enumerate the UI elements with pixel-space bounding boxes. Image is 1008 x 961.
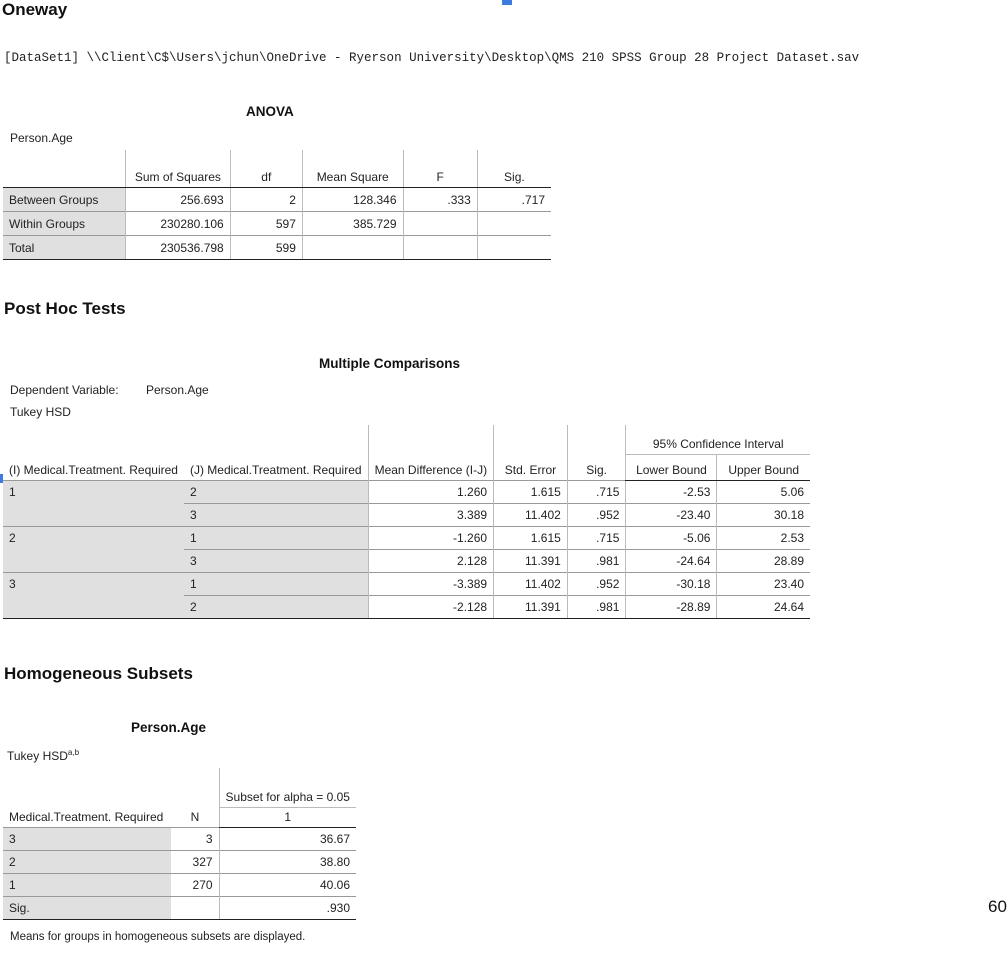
homogeneous-heading: Homogeneous Subsets <box>4 664 193 683</box>
hs-header-subset: Subset for alpha = 0.05 <box>219 768 356 808</box>
anova-cell-ss: 230536.798 <box>126 236 231 260</box>
mc-cell-diff: -1.260 <box>368 527 493 550</box>
posthoc-method: Tukey HSD <box>10 405 71 419</box>
anova-cell-df: 2 <box>230 188 302 212</box>
homogeneous-method-sup: a,b <box>67 748 80 757</box>
hs-cell-value: 38.80 <box>219 851 356 874</box>
mc-header-j: (J) Medical.Treatment. Required <box>189 463 362 477</box>
dependent-variable-label: Dependent Variable: <box>10 383 119 397</box>
mc-cell-i <box>3 504 184 527</box>
mc-cell-se: 11.402 <box>494 504 568 527</box>
mc-cell-sig: .981 <box>567 550 626 573</box>
table-row <box>3 188 551 212</box>
anova-title: ANOVA <box>246 104 294 119</box>
mc-cell-se: 1.615 <box>494 527 568 550</box>
table-row <box>3 236 551 260</box>
anova-cell-ss: 230280.106 <box>126 212 231 236</box>
hs-cell-value: 36.67 <box>219 828 356 851</box>
mc-cell-upper: 23.40 <box>717 573 810 596</box>
table-row <box>3 851 356 874</box>
anova-header-ms: Mean Square <box>302 150 403 188</box>
mc-cell-i <box>3 550 184 573</box>
mc-cell-upper: 2.53 <box>717 527 810 550</box>
mc-header-se: Std. Error <box>494 425 568 481</box>
anova-table <box>3 150 551 260</box>
table-row <box>3 504 810 527</box>
hs-header-group: Medical.Treatment. Required <box>9 810 164 824</box>
homogeneous-method <box>7 748 79 763</box>
homogeneous-table <box>3 768 356 920</box>
table-row <box>3 550 810 573</box>
anova-cell-sig <box>477 212 551 236</box>
mc-cell-i: 1 <box>3 481 184 504</box>
mc-cell-se: 11.402 <box>494 573 568 596</box>
table-row <box>3 212 551 236</box>
hs-cell-n: 3 <box>171 828 219 851</box>
table-row <box>3 527 810 550</box>
hs-cell-group: 1 <box>3 874 171 897</box>
mc-cell-i <box>3 596 184 619</box>
mc-cell-j: 2 <box>184 596 368 619</box>
anova-corner <box>3 150 126 188</box>
selection-marker-icon <box>502 0 512 5</box>
page-number: 60 <box>988 897 1007 916</box>
mc-cell-sig: .952 <box>567 573 626 596</box>
homogeneous-title: Person.Age <box>131 720 207 735</box>
anova-header-df: df <box>230 150 302 188</box>
hs-cell-value: 40.06 <box>219 874 356 897</box>
table-row <box>3 596 810 619</box>
anova-row-label: Total <box>3 236 126 260</box>
hs-cell-n: 270 <box>171 874 219 897</box>
mc-cell-upper: 30.18 <box>717 504 810 527</box>
mc-cell-lower: -5.06 <box>626 527 717 550</box>
homogeneous-footnote: Means for groups in homogeneous subsets are displayed. <box>10 931 306 943</box>
anova-variable: Person.Age <box>10 131 73 145</box>
mc-cell-j: 3 <box>184 550 368 573</box>
mc-cell-j: 1 <box>184 527 368 550</box>
anova-row-label: Within Groups <box>3 212 126 236</box>
hs-header-subset-num: 1 <box>219 808 356 828</box>
anova-cell-ms: 385.729 <box>302 212 403 236</box>
mc-cell-j: 2 <box>184 481 368 504</box>
mc-header-diff: Mean Difference (I-J) <box>368 425 493 481</box>
mc-cell-sig: .715 <box>567 481 626 504</box>
mc-cell-sig: .715 <box>567 527 626 550</box>
mc-cell-lower: -23.40 <box>626 504 717 527</box>
anova-cell-f: .333 <box>403 188 477 212</box>
anova-header-ss: Sum of Squares <box>126 150 231 188</box>
mc-cell-diff: 1.260 <box>368 481 493 504</box>
mc-cell-i: 2 <box>3 527 184 550</box>
anova-cell-ms: 128.346 <box>302 188 403 212</box>
mc-cell-upper: 5.06 <box>717 481 810 504</box>
mc-cell-diff: -2.128 <box>368 596 493 619</box>
hs-cell-group: Sig. <box>3 897 171 920</box>
mc-cell-lower: -28.89 <box>626 596 717 619</box>
mc-cell-se: 1.615 <box>494 481 568 504</box>
multiple-comparisons-title: Multiple Comparisons <box>319 356 461 371</box>
hs-cell-n: 327 <box>171 851 219 874</box>
mc-header-sig: Sig. <box>567 425 626 481</box>
dataset-path: [DataSet1] \\Client\C$\Users\jchun\OneDrive - Ryerson University\Desktop\QMS 210 SPSS Group 28 Project Dataset.sav <box>4 51 860 65</box>
anova-cell-sig <box>477 236 551 260</box>
hs-cell-group: 2 <box>3 851 171 874</box>
hs-cell-n <box>171 897 219 920</box>
multiple-comparisons-table <box>3 425 810 619</box>
mc-cell-upper: 24.64 <box>717 596 810 619</box>
mc-cell-j: 1 <box>184 573 368 596</box>
mc-cell-j: 3 <box>184 504 368 527</box>
hs-cell-value: .930 <box>219 897 356 920</box>
anova-cell-df: 597 <box>230 212 302 236</box>
table-row <box>3 828 356 851</box>
posthoc-heading: Post Hoc Tests <box>4 299 126 318</box>
anova-header-f: F <box>403 150 477 188</box>
anova-cell-ms <box>302 236 403 260</box>
mc-cell-diff: -3.389 <box>368 573 493 596</box>
dependent-variable-value: Person.Age <box>146 383 209 397</box>
hs-header-n: N <box>190 810 200 824</box>
mc-header-lower: Lower Bound <box>626 455 717 481</box>
table-row <box>3 874 356 897</box>
oneway-heading: Oneway <box>2 0 68 19</box>
table-row <box>3 573 810 596</box>
homogeneous-method-text: Tukey HSD <box>7 749 68 763</box>
mc-cell-diff: 2.128 <box>368 550 493 573</box>
mc-cell-sig: .981 <box>567 596 626 619</box>
mc-header-ci: 95% Confidence Interval <box>626 425 810 455</box>
hs-cell-group: 3 <box>3 828 171 851</box>
anova-cell-f <box>403 236 477 260</box>
anova-row-label: Between Groups <box>3 188 126 212</box>
mc-cell-i: 3 <box>3 573 184 596</box>
table-row <box>3 897 356 920</box>
mc-cell-diff: 3.389 <box>368 504 493 527</box>
mc-cell-se: 11.391 <box>494 550 568 573</box>
mc-cell-lower: -24.64 <box>626 550 717 573</box>
mc-header-i: (I) Medical.Treatment. Required <box>9 463 178 477</box>
anova-cell-ss: 256.693 <box>126 188 231 212</box>
anova-cell-df: 599 <box>230 236 302 260</box>
table-row <box>3 481 810 504</box>
mc-cell-upper: 28.89 <box>717 550 810 573</box>
mc-cell-lower: -2.53 <box>626 481 717 504</box>
mc-cell-sig: .952 <box>567 504 626 527</box>
anova-header-sig: Sig. <box>477 150 551 188</box>
anova-cell-sig: .717 <box>477 188 551 212</box>
mc-cell-se: 11.391 <box>494 596 568 619</box>
anova-cell-f <box>403 212 477 236</box>
mc-cell-lower: -30.18 <box>626 573 717 596</box>
mc-header-upper: Upper Bound <box>717 455 810 481</box>
